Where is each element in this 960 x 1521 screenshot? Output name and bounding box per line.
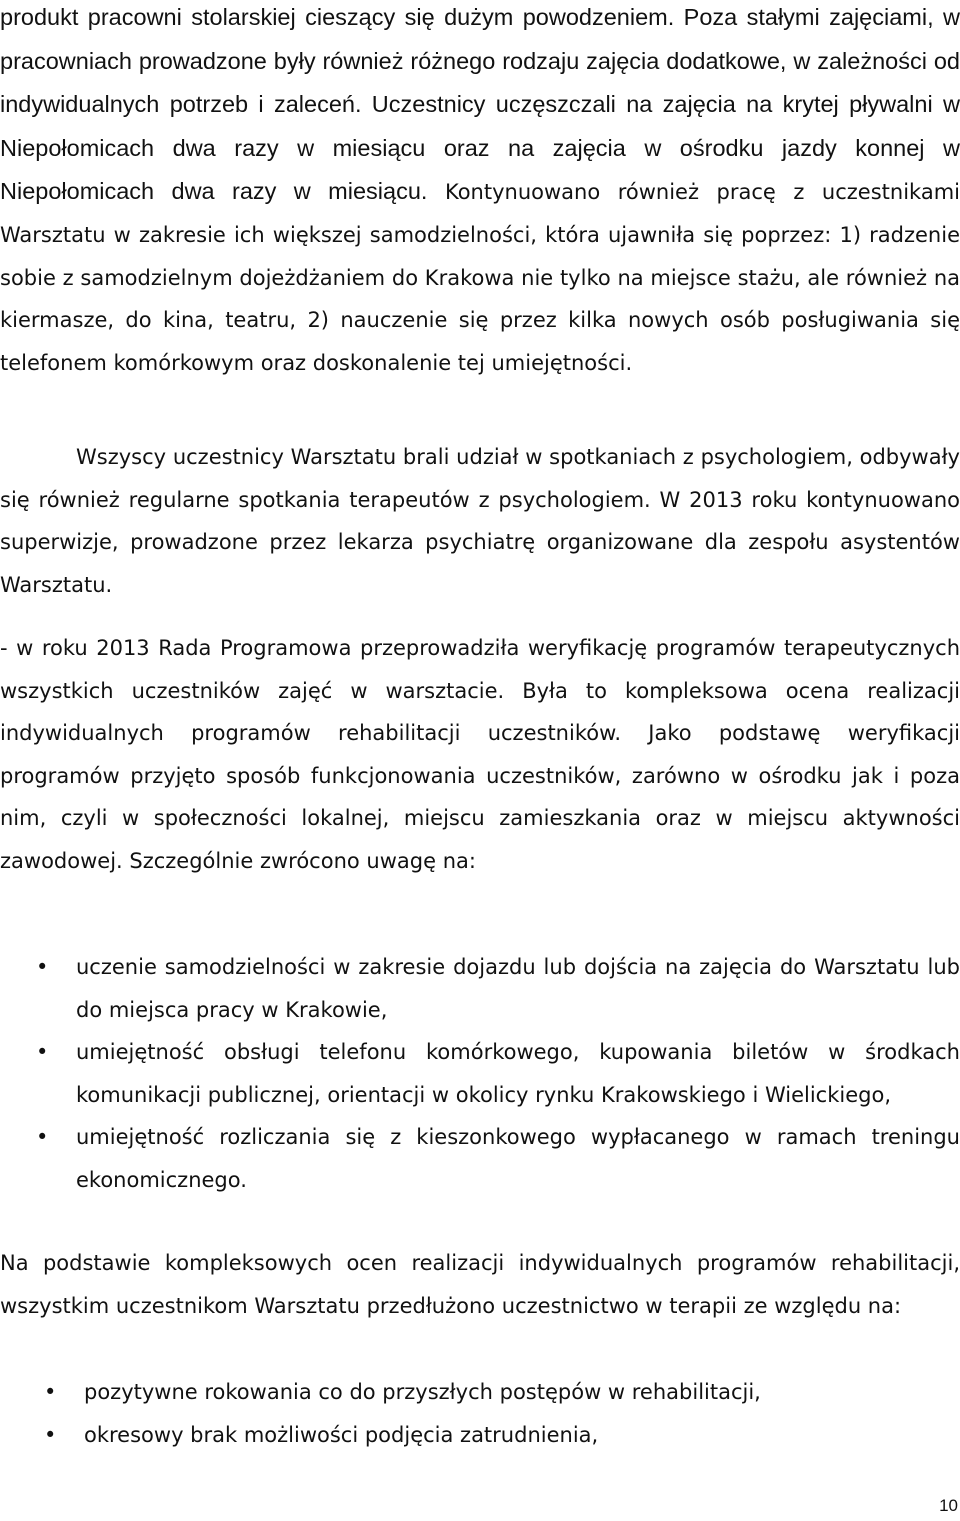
bullet-icon: • xyxy=(44,1380,57,1404)
paragraph-activities xyxy=(0,0,960,384)
list-item xyxy=(0,1031,960,1116)
list-item-text: okresowy brak możliwości podjęcia zatrudnienia, xyxy=(84,1422,599,1447)
page-number: 10 xyxy=(939,1496,958,1515)
paragraph-activities-part-b: Kontynuowano również pracę z uczestnikami Warsztatu w zakresie ich większej samodzielności, która ujawniła się poprzez: 1) radzenie sobie z samodzielnym dojeżdżaniem do Krakowa nie tylko na miejsce stażu, ale również na kiermasze, do kina, teatru, 2) nauczenie się przez kilka nowych osób posługiwania się telefonem komórkowym oraz doskonalenie tej umiejętności. xyxy=(0,180,960,375)
bullet-icon: • xyxy=(36,1125,49,1150)
list-item-text: uczenie samodzielności w zakresie dojazdu lub dojścia na zajęcia do Warsztatu lub do miejsca pracy w Krakowie, xyxy=(76,955,960,1022)
list-item xyxy=(0,946,960,1031)
paragraph-program-council: - w roku 2013 Rada Programowa przeprowadziła weryfikację programów terapeutycznych wszystkich uczestników zajęć w warsztacie. Była to kompleksowa ocena realizacji indywidualnych programów rehabilitacji uczestników. Jako podstawę weryfikacji programów przyjęto sposób funkcjonowania uczestników, zarówno w ośrodku jak i poza nim, czyli w społeczności lokalnej, miejscu zamieszkania oraz w miejscu aktywności zawodowej. Szczególnie zwrócono uwagę na: xyxy=(0,636,960,873)
list-item-text: umiejętność obsługi telefonu komórkowego, kupowania biletów w środkach komunikacji publicznej, orientacji w okolicy rynku Krakowskiego i Wielickiego, xyxy=(76,1040,960,1107)
list-item xyxy=(0,1371,960,1414)
bullet-icon: • xyxy=(36,1040,49,1065)
focus-areas-list xyxy=(0,946,960,1202)
paragraph-activities-part-a: produkt pracowni stolarskiej cieszący się dużym powodzeniem. Poza stałymi zajęciami, w pracowniach prowadzone były również różnego rodzaju zajęcia dodatkowe, w zależności od indywidualnych potrzeb i zaleceń. Uczestnicy uczęszczali na zajęcia na krytej pływalni w Niepołomicach dwa razy w miesiącu oraz na zajęcia w ośrodku jazdy konnej w Niepołomicach dwa razy w miesiącu. xyxy=(0,4,960,205)
list-item xyxy=(0,1116,960,1201)
list-item-text: pozytywne rokowania co do przyszłych postępów w rehabilitacji, xyxy=(84,1380,761,1404)
bullet-icon: • xyxy=(36,955,49,979)
paragraph-psychologist: Wszyscy uczestnicy Warsztatu brali udział w spotkaniach z psychologiem, odbywały się również regularne spotkania terapeutów z psychologiem. W 2013 roku kontynuowano superwizje, prowadzone przez lekarza psychiatrę organizowane dla zespołu asystentów Warsztatu. xyxy=(0,445,960,597)
list-item xyxy=(0,1414,960,1457)
list-item-text: umiejętność rozliczania się z kieszonkowego wypłacanego w ramach treningu ekonomicznego. xyxy=(76,1125,960,1192)
bullet-icon: • xyxy=(44,1422,57,1447)
reasons-list xyxy=(0,1371,960,1456)
paragraph-extension: Na podstawie kompleksowych ocen realizacji indywidualnych programów rehabilitacji, wszystkim uczestnikom Warsztatu przedłużono uczestnictwo w terapii ze względu na: xyxy=(0,1251,960,1318)
